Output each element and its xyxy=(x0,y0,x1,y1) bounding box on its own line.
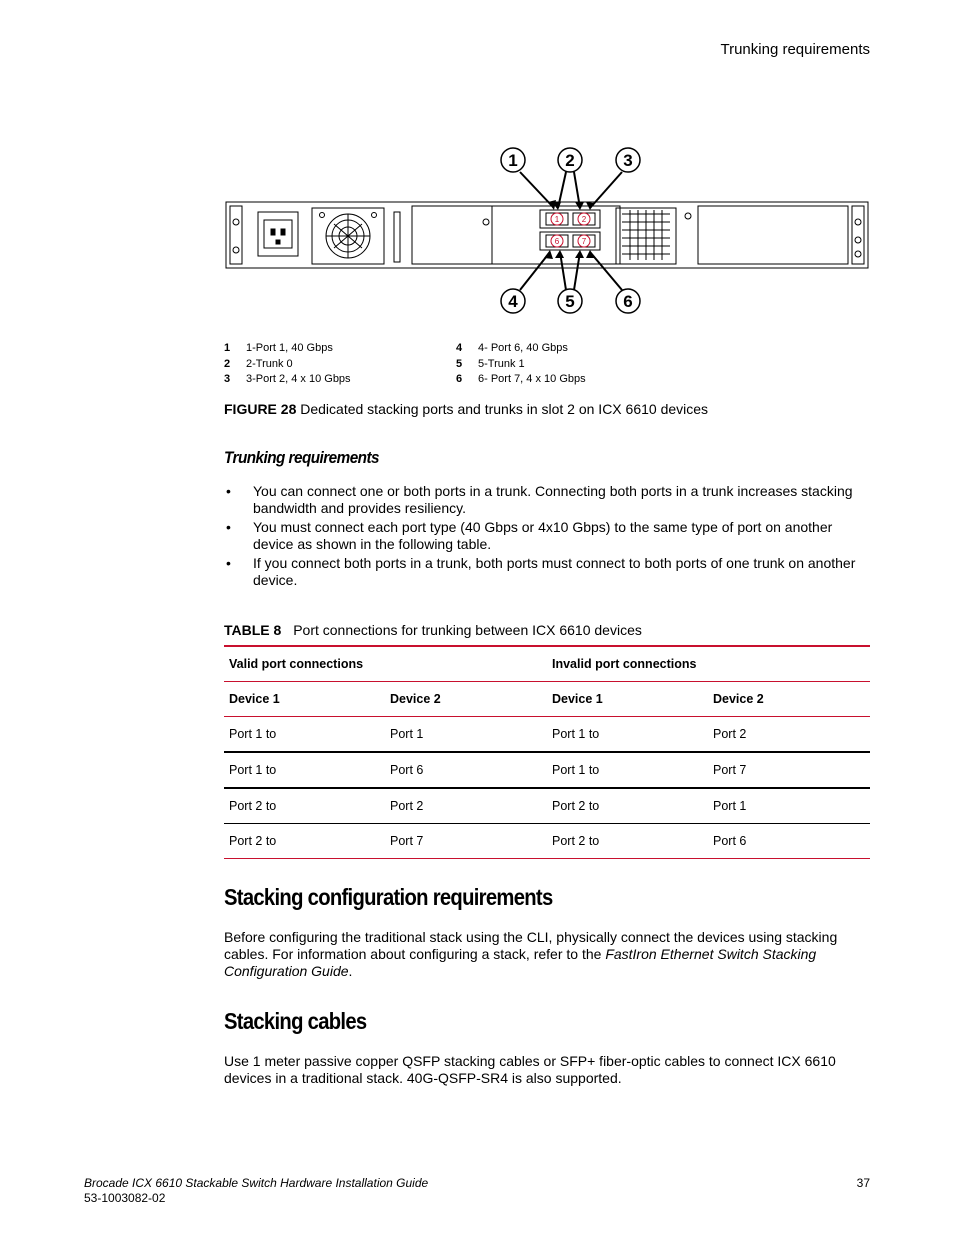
legend-item xyxy=(224,372,351,388)
callout-number: 3 xyxy=(623,151,633,170)
footer-doc-number: 53-1003082-02 xyxy=(84,1191,166,1205)
table-cell: Port 1 xyxy=(708,788,870,824)
group-header-invalid: Invalid port connections xyxy=(547,646,870,682)
legend-number: 2 xyxy=(224,357,231,370)
table-cell: Port 1 xyxy=(385,717,547,753)
table-column-header-row xyxy=(224,682,870,717)
section-heading-stacking-config: Stacking configuration requirements xyxy=(224,884,553,910)
table-cell: Port 7 xyxy=(385,824,547,859)
footer xyxy=(84,1176,428,1206)
stacking-config-paragraph xyxy=(224,929,870,980)
table-cell: Port 2 to xyxy=(224,788,385,824)
figure-legend-left xyxy=(224,341,351,388)
paragraph-text: Before configuring the traditional stack using the CLI, physically connect the devices using stacking cables. For information about configuring a stack, refer to the xyxy=(224,929,838,962)
table-cell: Port 2 to xyxy=(547,824,708,859)
page-number: 37 xyxy=(856,1176,870,1190)
switch-rear-panel-figure xyxy=(224,140,870,320)
callout-number: 6 xyxy=(623,292,633,311)
port-label: 6 xyxy=(554,237,560,246)
group-header-valid: Valid port connections xyxy=(224,646,547,682)
column-header: Device 1 xyxy=(547,682,708,717)
legend-text: 2-Trunk 0 xyxy=(246,357,293,370)
table-cell: Port 2 xyxy=(708,717,870,753)
section-heading-stacking-cables: Stacking cables xyxy=(224,1008,367,1034)
trunking-bullet-list xyxy=(224,483,870,591)
figure-caption-text: Dedicated stacking ports and trunks in slot 2 on ICX 6610 devices xyxy=(300,401,709,417)
legend-number: 6 xyxy=(456,373,463,385)
table-cell: Port 2 to xyxy=(547,788,708,824)
callout-number: 4 xyxy=(508,292,518,311)
legend-number: 3 xyxy=(224,373,231,385)
table-cell: Port 1 to xyxy=(547,752,708,788)
table-cell: Port 1 to xyxy=(224,717,385,753)
column-header: Device 2 xyxy=(708,682,870,717)
legend-item xyxy=(224,341,351,357)
table-caption xyxy=(224,622,642,638)
table-row xyxy=(224,717,870,753)
legend-text: 5-Trunk 1 xyxy=(478,357,525,370)
table-caption-text: Port connections for trunking between ICX 6610 devices xyxy=(293,622,642,638)
column-header: Device 2 xyxy=(385,682,547,717)
legend-item xyxy=(456,341,586,357)
stacking-cables-paragraph: Use 1 meter passive copper QSFP stacking cables or SFP+ fiber-optic cables to connect ICX 6610 devices in a traditional stack. 40G-QSFP-SR4 is also supported. xyxy=(224,1053,836,1086)
legend-text: 4- Port 6, 40 Gbps xyxy=(478,342,568,354)
table-cell: Port 6 xyxy=(385,752,547,788)
bullet-item: • You can connect one or both ports in a trunk. Connecting both ports in a trunk increases stacking bandwidth and provides resiliency. xyxy=(224,483,870,517)
port-connections-table xyxy=(224,645,870,859)
legend-number: 5 xyxy=(456,357,463,370)
table-cell: Port 2 xyxy=(385,788,547,824)
column-header: Device 1 xyxy=(224,682,385,717)
callout-number: 2 xyxy=(565,151,575,170)
table-row xyxy=(224,788,870,824)
callout-number: 1 xyxy=(508,151,518,170)
table-cell: Port 1 to xyxy=(547,717,708,753)
table-row xyxy=(224,752,870,788)
legend-item xyxy=(224,357,351,373)
legend-text: 6- Port 7, 4 x 10 Gbps xyxy=(478,373,586,385)
bullet-item: • You must connect each port type (40 Gbps or 4x10 Gbps) to the same type of port on another device as shown in the following table. xyxy=(224,519,870,553)
legend-number: 4 xyxy=(456,342,463,354)
port-label: 1 xyxy=(554,215,560,224)
callout-number: 5 xyxy=(565,292,575,311)
legend-item xyxy=(456,357,586,373)
figure-caption-label: FIGURE 28 xyxy=(224,401,297,417)
port-label: 2 xyxy=(581,215,587,224)
table-cell: Port 7 xyxy=(708,752,870,788)
section-heading-trunking: Trunking requirements xyxy=(224,448,380,467)
bullet-item: • If you connect both ports in a trunk, both ports must connect to both ports of one trunk on another device. xyxy=(224,555,870,589)
table-group-header-row xyxy=(224,646,870,682)
guide-title-reference: FastIron Ethernet Switch Stacking Configuration Guide xyxy=(224,946,817,979)
table-caption-label: TABLE 8 xyxy=(224,622,282,638)
legend-text: 1-Port 1, 40 Gbps xyxy=(246,342,333,354)
legend-item xyxy=(456,372,586,388)
legend-text: 3-Port 2, 4 x 10 Gbps xyxy=(246,373,351,385)
figure-caption xyxy=(224,401,708,417)
legend-number: 1 xyxy=(224,342,231,354)
footer-doc-title: Brocade ICX 6610 Stackable Switch Hardware Installation Guide xyxy=(84,1176,429,1190)
table-cell: Port 2 to xyxy=(224,824,385,859)
running-header: Trunking requirements xyxy=(720,41,870,58)
paragraph-text: . xyxy=(348,963,353,979)
port-label: 7 xyxy=(581,237,587,246)
figure-legend-right xyxy=(456,341,586,388)
table-cell: Port 1 to xyxy=(224,752,385,788)
table-row xyxy=(224,824,870,859)
table-cell: Port 6 xyxy=(708,824,870,859)
